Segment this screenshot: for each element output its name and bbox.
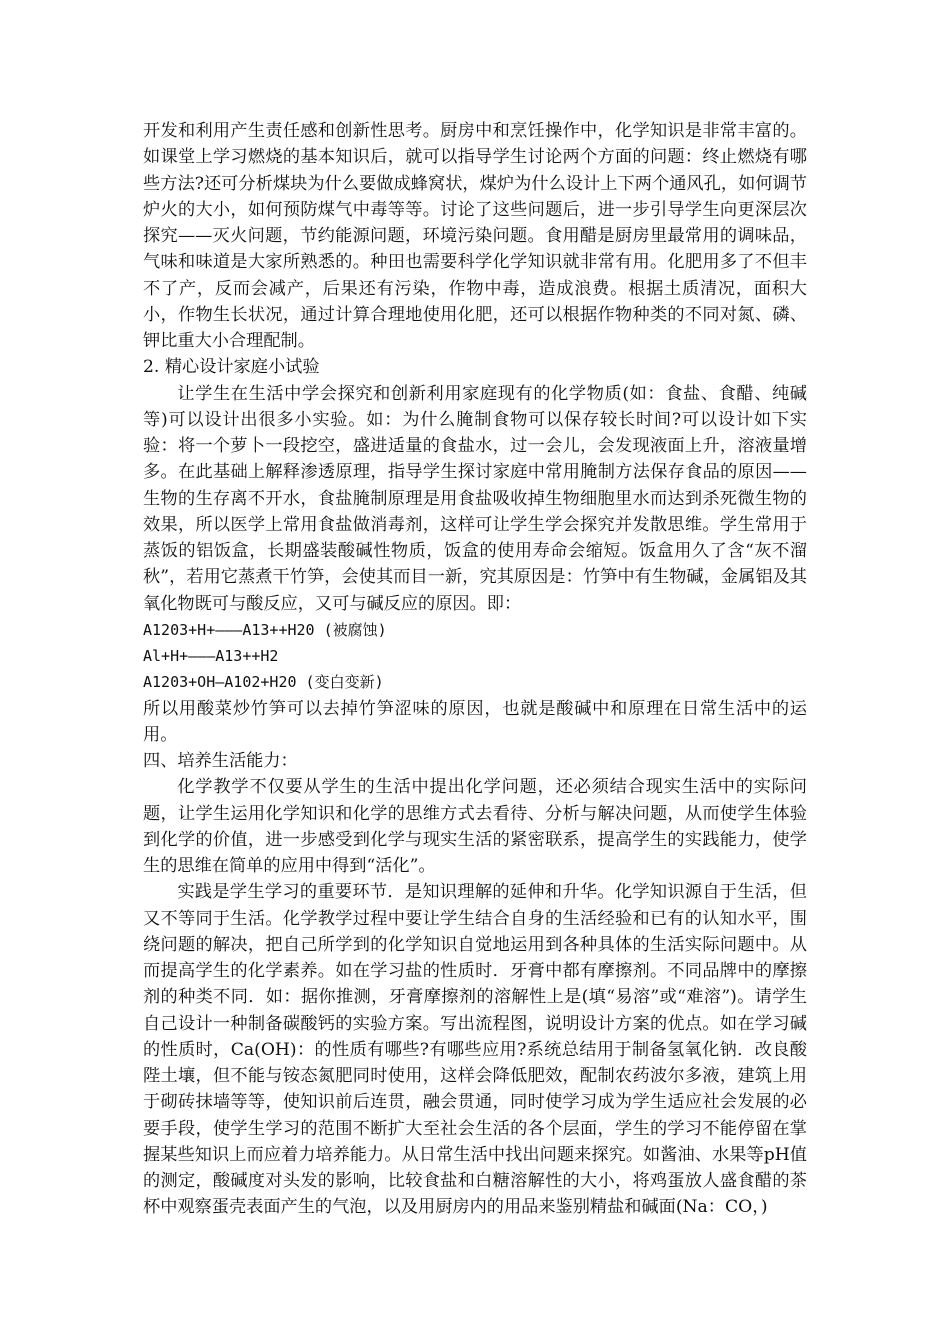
section-heading-life-skills: 四、培养生活能力： bbox=[143, 751, 298, 771]
chemical-equation-3: A1203+OH—A102+H20 (变白变新) bbox=[143, 673, 384, 692]
paragraph-home-experiments: 让学生在生活中学会探究和创新利用家庭现有的化学物质(如：食盐、食醋、纯碱等)可以设计出很多小实验。如：为什么腌制食物可以保存较长时间?可以设计如下实验：将一个萝卜一段挖空，盛进适量的食盐水，过一会儿，会发现液面上升，溶液量增多。在此基础上解释渗透原理，指导学生探讨家庭中常用腌制方法保存食品的原因——生物的生存离不开水，食盐腌制原理是用食盐吸收掉生物细胞里水而达到杀死微生物的效果，所以医学上常用食盐做消毒剂，这样可让学生学会探究并发散思维。学生常用于蒸饭的铝饭盒，长期盛装酸碱性物质，饭盒的使用寿命会缩短。饭盒用久了含“灰不溜秋”，若用它蒸煮干竹笋，会使其而目一新，究其原因是：竹笋中有生物碱，金属铝及其氧化物既可与酸反应，又可与碱反应的原因。即： bbox=[143, 383, 807, 614]
chemical-equation-1: A1203+H+———A13++H20 (被腐蚀) bbox=[143, 620, 387, 639]
paragraph-acid-base-neutralization: 所以用酸菜炒竹笋可以去掉竹笋涩味的原因，也就是酸碱中和原理在日常生活中的运用。 bbox=[143, 698, 807, 745]
paragraph-life-skills: 化学教学不仅要从学生的生活中提出化学问题，还必须结合现实生活中的实际问题，让学生运用化学知识和化学的思维方式去看待、分析与解决问题，从而使学生体验到化学的价值，进一步感受到化学与现实生活的紧密联系，提高学生的实践能力，使学生的思维在简单的应用中得到“活化”。 bbox=[143, 777, 807, 876]
document-page bbox=[143, 118, 807, 1221]
paragraph-kitchen-chemistry: 开发和利用产生责任感和创新性思考。厨房中和烹饪操作中，化学知识是非常丰富的。如课堂上学习燃烧的基本知识后，就可以指导学生讨论两个方面的问题：终止燃烧有哪些方法?还可分析煤块为什么要做成蜂窝状，煤炉为什么设计上下两个通风孔，如何调节炉火的大小，如何预防煤气中毒等等。讨论了这些问题后，进一步引导学生向更深层次探究——灭火问题，节约能源问题，环境污染问题。食用醋是厨房里最常用的调味品，气味和味道是大家所熟悉的。种田也需要科学化学知识就非常有用。化肥用多了不但丰不了产，反而会减产，后果还有污染，作物中毒，造成浪费。根据土质清况，面积大小，作物生长状况，通过计算合理地使用化肥，还可以根据作物种类的不同对氮、磷、钾比重大小合理配制。 bbox=[143, 121, 807, 351]
section-heading-home-experiments: 2. 精心设计家庭小试验 bbox=[143, 357, 320, 378]
chemical-equation-2: Al+H+———A13++H2 bbox=[143, 647, 279, 665]
paragraph-practice: 实践是学生学习的重要环节．是知识理解的延伸和升华。化学知识源自于生活，但又不等同于生活。化学教学过程中要让学生结合自身的生活经验和已有的认知水平，围绕问题的解决，把自己所学到的化学知识自觉地运用到各种具体的生活实际问题中。从而提高学生的化学素养。如在学习盐的性质时．牙膏中都有摩擦剂。不同品牌中的摩擦剂的种类不同．如：据你推测，牙膏摩擦剂的溶解性上是(填“易溶”或“难溶”)。请学生自己设计一种制备碳酸钙的实验方案。写出流程图，说明设计方案的优点。如在学习碱的性质时，Ca(OH)：的性质有哪些?有哪些应用?系统总结用于制备氢氧化钠．改良酸陛土壤，但不能与铵态氮肥同时使用，这样会降低肥效，配制农药波尔多液，建筑上用于砌砖抹墙等等，使知识前后连贯，融会贯通，同时使学习成为学生适应社会发展的必要手段，使学生学习的范围不断扩大至社会生活的各个层面，学生的学习不能停留在掌握某些知识上而应着力培养能力。从日常生活中找出问题来探究。如酱油、水果等pH值的测定，酸碱度对头发的影响，比较食盐和白糖溶解性的大小，将鸡蛋放人盛食醋的茶杯中观察蛋壳表面产生的气泡，以及用厨房内的用品来鉴别精盐和碱面(Na：CO，) bbox=[143, 882, 807, 1218]
